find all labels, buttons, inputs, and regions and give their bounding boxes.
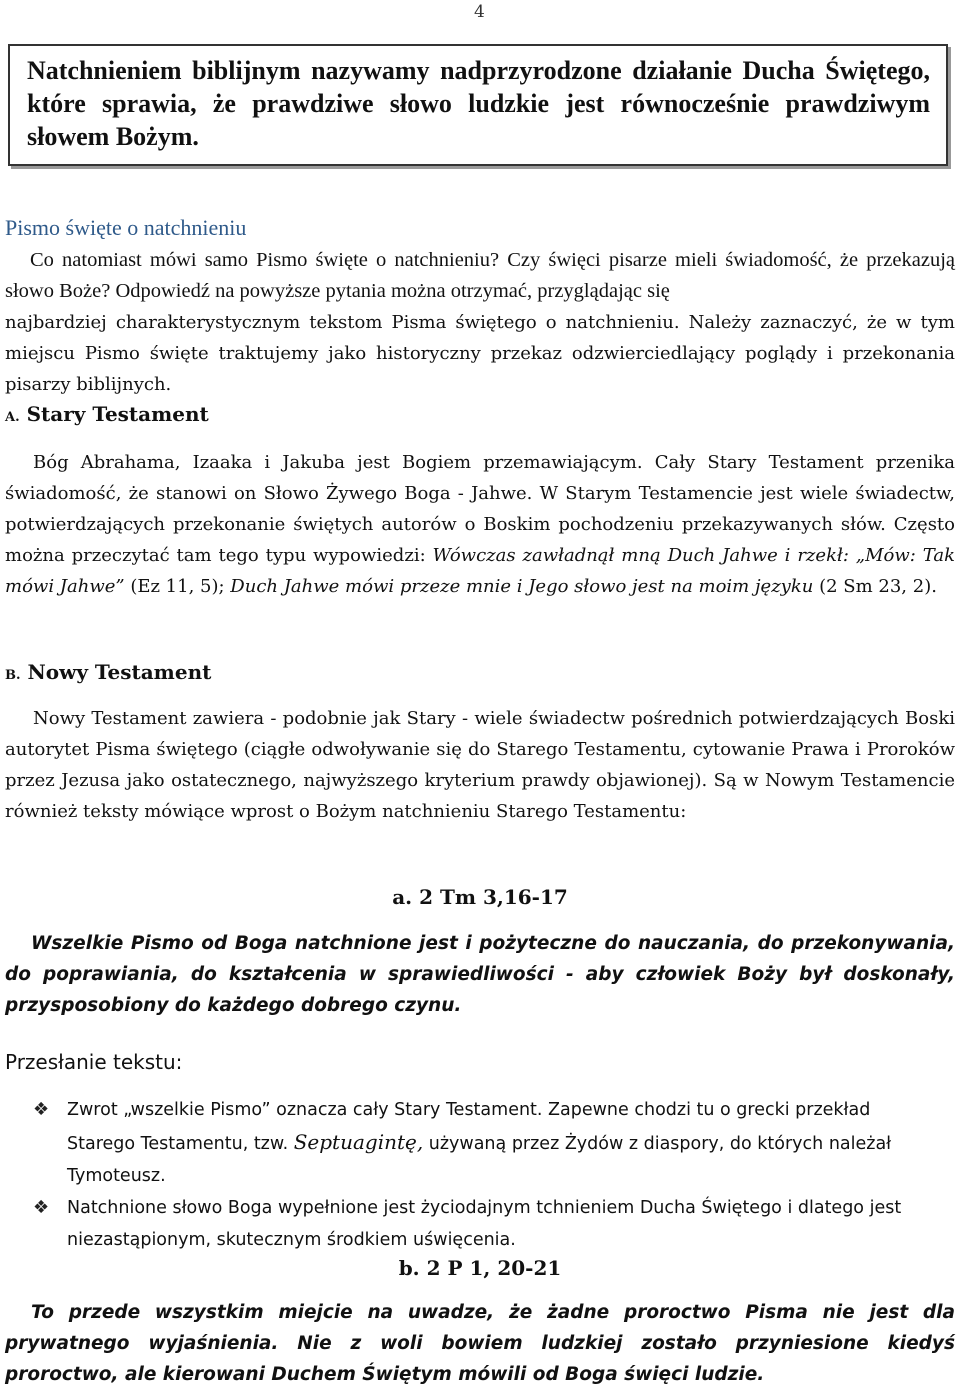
reference-a: a. 2 Tm 3,16-17 (392, 885, 568, 909)
message-bullet-1 (5, 1094, 935, 1192)
section-b-heading (5, 660, 211, 684)
quote-a: Wszelkie Pismo od Boga natchnione jest i pożyteczne do nauczania, do przekonywania, do poprawiania, do kształcenia w sprawiedliwości - aby człowiek Boży był doskonały, przysposobiony do każdego dobrego czynu. (5, 933, 955, 1016)
message-heading: Przesłanie tekstu: (5, 1050, 183, 1074)
section-heading: Pismo święte o natchnieniu (5, 215, 247, 240)
ot-quote-2: Duch Jahwe mówi przeze mnie i Jego słowo jest na moim języku (230, 576, 814, 597)
section-a-title: Stary Testament (26, 402, 209, 426)
intro-paragraph-part1: Co natomiast mówi samo Pismo święte o natchnieniu? Czy święci pisarze mieli świadomość, że przekazują słowo Boże? Odpowiedź na powyższe pytania można otrzymać, przyglądając się (5, 249, 955, 302)
message-bullet-2 (5, 1192, 935, 1256)
bullet-1-text-b: używaną przez Żydów z diaspory, do których należał Tymoteusz. (67, 1134, 892, 1186)
ot-ref-1: (Ez 11, 5); (124, 576, 231, 597)
reference-b: b. 2 P 1, 20-21 (398, 1256, 562, 1280)
bullet-2-text: Natchnione słowo Boga wypełnione jest życiodajnym tchnieniem Ducha Świętego i dlatego jest niezastąpionym, skutecznym środkiem uświęcenia. (67, 1198, 902, 1250)
quote-b: To przede wszystkim miejcie na uwadze, że żadne proroctwo Pisma nie jest dla prywatnego wyjaśnienia. Nie z woli bowiem ludzkiej zostało przyniesione kiedyś proroctwo, ale kierowani Duchem Świętym mówili od Boga święci ludzie. (5, 1302, 955, 1385)
old-testament-paragraph (5, 447, 955, 602)
diamond-dots-icon: ❖ (33, 1099, 50, 1120)
definition-text: Natchnieniem biblijnym nazywamy nadprzyrodzone działanie Ducha Świętego, które sprawia, że prawdziwe słowo ludzkie jest równocześnie prawdziwym słowem Bożym. (27, 56, 930, 151)
section-b-title: Nowy Testament (27, 660, 212, 684)
page-number: 4 (474, 2, 485, 22)
definition-box (8, 44, 948, 166)
section-b-letter: B. (5, 668, 21, 683)
section-a-heading (5, 402, 209, 426)
ot-quote-1: Wówczas zawładnął mną Duch Jahwe i rzekł: „Mów: Tak mówi Jahwe” (5, 545, 955, 597)
bullet-1-italic: Septuagintę, (293, 1130, 424, 1154)
ot-ref-2: (2 Sm 23, 2). (813, 576, 937, 597)
message-list (5, 1094, 935, 1256)
new-testament-paragraph: Nowy Testament zawiera - podobnie jak Stary - wiele świadectw pośrednich potwierdzających Boski autorytet Pisma świętego (ciągłe odwoływanie się do Starego Testamentu, cytowanie Prawa i Proroków przez Jezusa jako ostatecznego, najwyższego kryterium prawdy objawionej). Są w Nowym Testamencie również teksty mówiące wprost o Bożym natchnieniu Starego Testamentu: (5, 708, 955, 822)
section-a-letter: A. (5, 410, 20, 425)
bullet-1-text-a: Zwrot „wszelkie Pismo” oznacza cały Stary Testament. Zapewne chodzi tu o grecki przekład Starego Testamentu, tzw. (67, 1100, 871, 1154)
intro-paragraph-part2: najbardziej charakterystycznym tekstom Pisma świętego o natchnieniu. Należy zaznaczyć, że w tym miejscu Pismo święte traktujemy jako historyczny przekaz odzwierciedlający poglądy i przekonania pisarzy biblijnych. (5, 312, 955, 395)
diamond-dots-icon: ❖ (33, 1197, 50, 1218)
ot-text: Bóg Abrahama, Izaaka i Jakuba jest Bogiem przemawiającym. Cały Stary Testament przenika świadomość, że stanowi on Słowo Żywego Boga - Jahwe. W Starym Testamencie jest wiele świadectw, potwierdzających przekonanie świętych autorów o Boskim pochodzeniu przekazywanych słów. Często można przeczytać tam tego typu wypowiedzi: (5, 452, 955, 566)
